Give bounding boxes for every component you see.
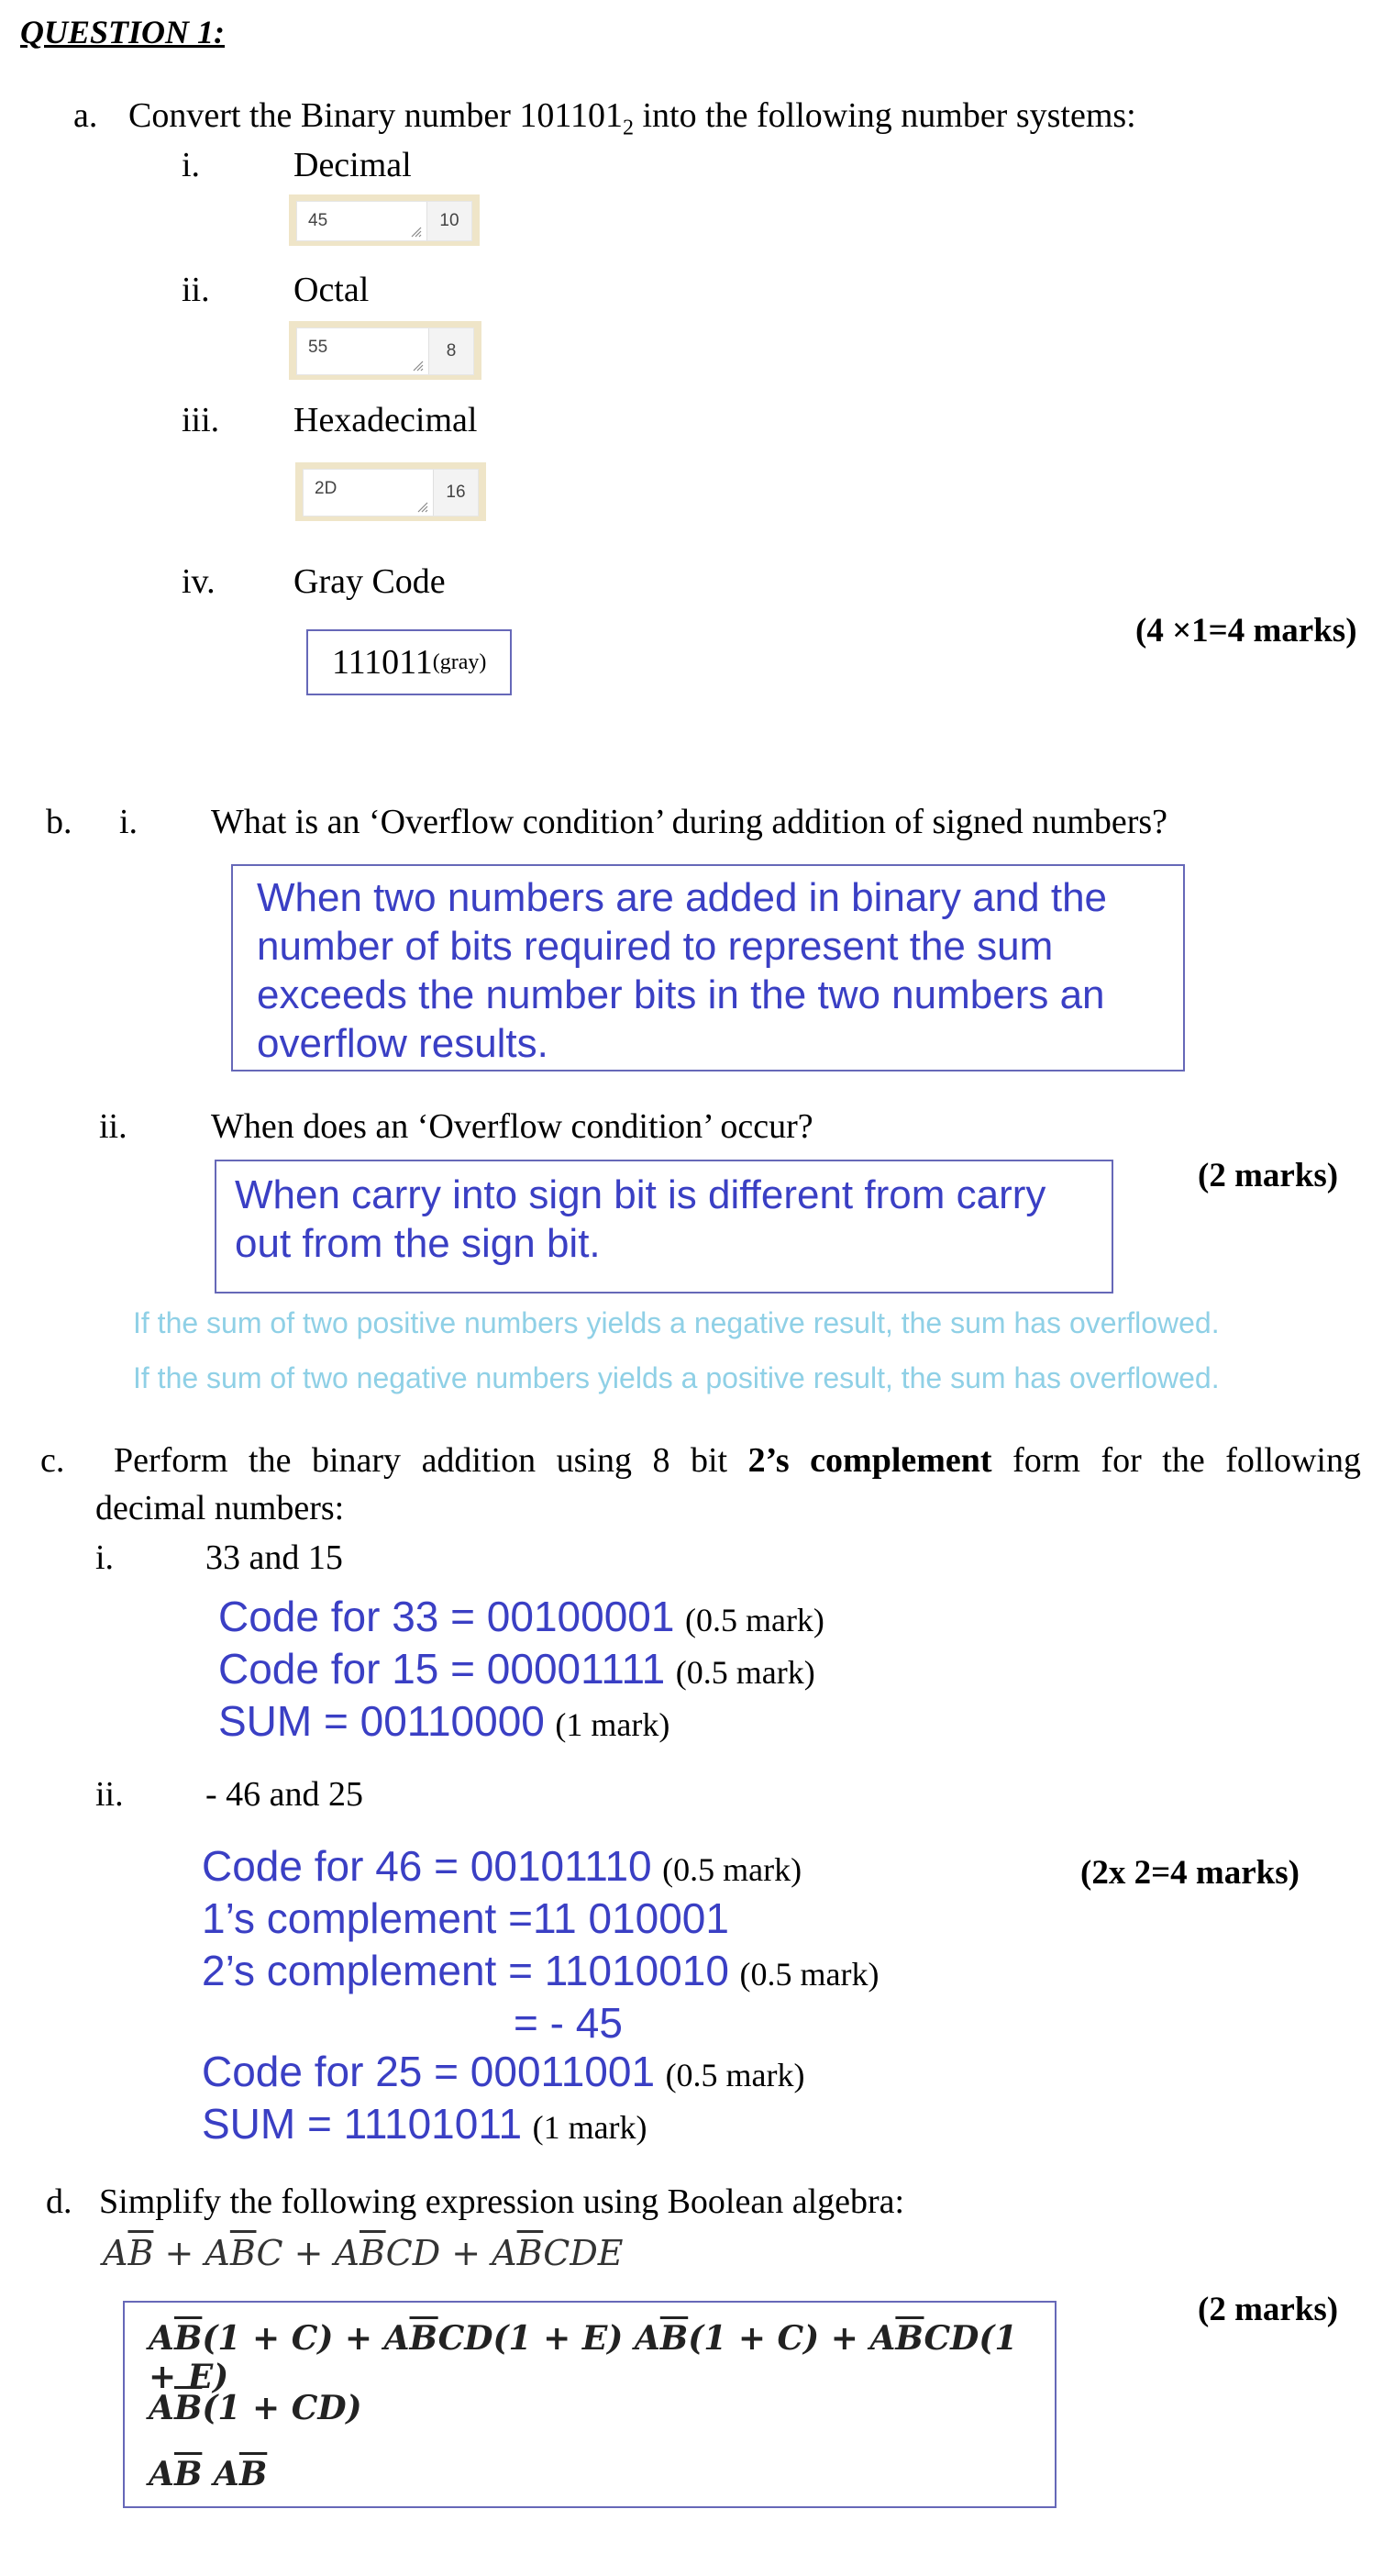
answer-line: overflow results.	[257, 1021, 548, 1066]
part-b-marks: (2 marks)	[1198, 1157, 1339, 1194]
working-line: 2’s complement = 11010010 (0.5 mark)	[202, 1947, 880, 1994]
working-line: SUM = 11101011 (1 mark)	[202, 2100, 647, 2148]
item-num: i.	[182, 146, 201, 184]
simplification-step-2: $A\overline{B}(1 + CD)$	[149, 2389, 362, 2427]
gray-code-value: 111011	[332, 643, 433, 682]
part-b-i-num: i.	[119, 803, 138, 841]
simplification-step-1: $A\overline{B}(1 + C) + A\overline{B}CD(1 + E) A\overline{B}(1 + C) + A\overline{B}CD(1 + E)$	[149, 2319, 1018, 2396]
overflow-definition-answer-box	[231, 864, 1185, 1071]
working-line: SUM = 00110000 (1 mark)	[218, 1697, 670, 1745]
part-b-ii-question: When does an ‘Overflow condition’ occur?	[211, 1107, 813, 1146]
boolean-expression: $A\overline{B} + A\overline{B}C + A\overline{B}CD + A\overline{B}CDE$	[103, 2233, 624, 2273]
part-c-i-num: i.	[95, 1538, 115, 1577]
resize-grip-icon[interactable]	[411, 359, 424, 372]
working-line: Code for 25 = 00011001 (0.5 mark)	[202, 2048, 805, 2095]
working-line: Code for 46 = 00101110 (0.5 mark)	[202, 1842, 802, 1890]
part-a-marks: (4 ×1=4 marks)	[1135, 612, 1357, 650]
answer-line: exceeds the number bits in the two numbers an	[257, 972, 1105, 1017]
answer-value: 45	[308, 211, 328, 230]
answer-line: number of bits required to represent the sum	[257, 924, 1054, 969]
overflow-occurrence-answer-box	[215, 1160, 1113, 1294]
decimal-answer-field[interactable]	[289, 194, 480, 246]
part-b-ii-num: ii.	[99, 1107, 127, 1146]
answer-value: 55	[308, 338, 328, 357]
item-label: Gray Code	[293, 562, 446, 601]
overflow-note: If the sum of two positive numbers yields a negative result, the sum has overflowed.	[133, 1306, 1220, 1339]
item-label: Octal	[293, 271, 370, 309]
base-label: 10	[426, 202, 471, 240]
part-c-question-line2: decimal numbers:	[95, 1489, 345, 1527]
item-num: iv.	[182, 562, 216, 601]
part-c-ii-label: - 46 and 25	[205, 1775, 364, 1814]
part-d-question: Simplify the following expression using Boolean algebra:	[99, 2182, 905, 2221]
part-c-i-label: 33 and 15	[205, 1538, 343, 1577]
base-label: 16	[433, 470, 478, 516]
working-line: 1’s complement =11 010001	[202, 1894, 729, 1942]
part-c-ii-working	[202, 1842, 879, 2152]
overflow-note: If the sum of two negative numbers yields a positive result, the sum has overflowed.	[133, 1361, 1220, 1394]
answer-line: When two numbers are added in binary and the	[257, 875, 1108, 920]
working-line: Code for 15 = 00001111 (0.5 mark)	[218, 1645, 815, 1693]
octal-answer-field[interactable]	[289, 321, 481, 380]
part-d-marks: (2 marks)	[1198, 2291, 1339, 2328]
part-a-question: Convert the Binary number $101101_2$ into the following number systems:	[128, 96, 1136, 140]
working-line: Code for 33 = 00100001 (0.5 mark)	[218, 1593, 824, 1640]
answer-line: When carry into sign bit is different from carry	[235, 1172, 1046, 1217]
part-c-ii-num: ii.	[95, 1775, 124, 1814]
part-b-prefix: b.	[46, 803, 72, 841]
part-c-prefix: c.	[40, 1441, 65, 1480]
working-line: = - 45	[514, 1999, 623, 2047]
hexadecimal-answer-field[interactable]	[295, 462, 486, 521]
question-title: QUESTION 1:	[20, 14, 226, 50]
answer-value: 2D	[315, 479, 337, 498]
part-c-question-line1: Perform the binary addition using 8 bit 2’s complement form for the following	[114, 1441, 1361, 1480]
gray-code-subscript: (gray)	[432, 650, 487, 674]
item-label: Decimal	[293, 146, 412, 184]
answer-line: out from the sign bit.	[235, 1221, 601, 1266]
gray-code-answer-box	[306, 629, 512, 695]
item-label: Hexadecimal	[293, 401, 478, 439]
part-c-i-working	[218, 1593, 824, 1749]
item-num: iii.	[182, 401, 220, 439]
base-label: 8	[428, 328, 473, 374]
resize-grip-icon[interactable]	[409, 225, 422, 238]
boolean-simplification-answer-box	[123, 2301, 1057, 2508]
part-d-prefix: d.	[46, 2182, 72, 2221]
part-a-prefix: a.	[73, 96, 98, 135]
part-b-i-question: What is an ‘Overflow condition’ during addition of signed numbers?	[211, 803, 1167, 841]
item-num: ii.	[182, 271, 210, 309]
part-c-marks: (2x 2=4 marks)	[1080, 1854, 1300, 1892]
resize-grip-icon[interactable]	[415, 500, 428, 513]
simplification-result: $A\overline{B}$ $A\overline{B}$	[149, 2455, 268, 2493]
